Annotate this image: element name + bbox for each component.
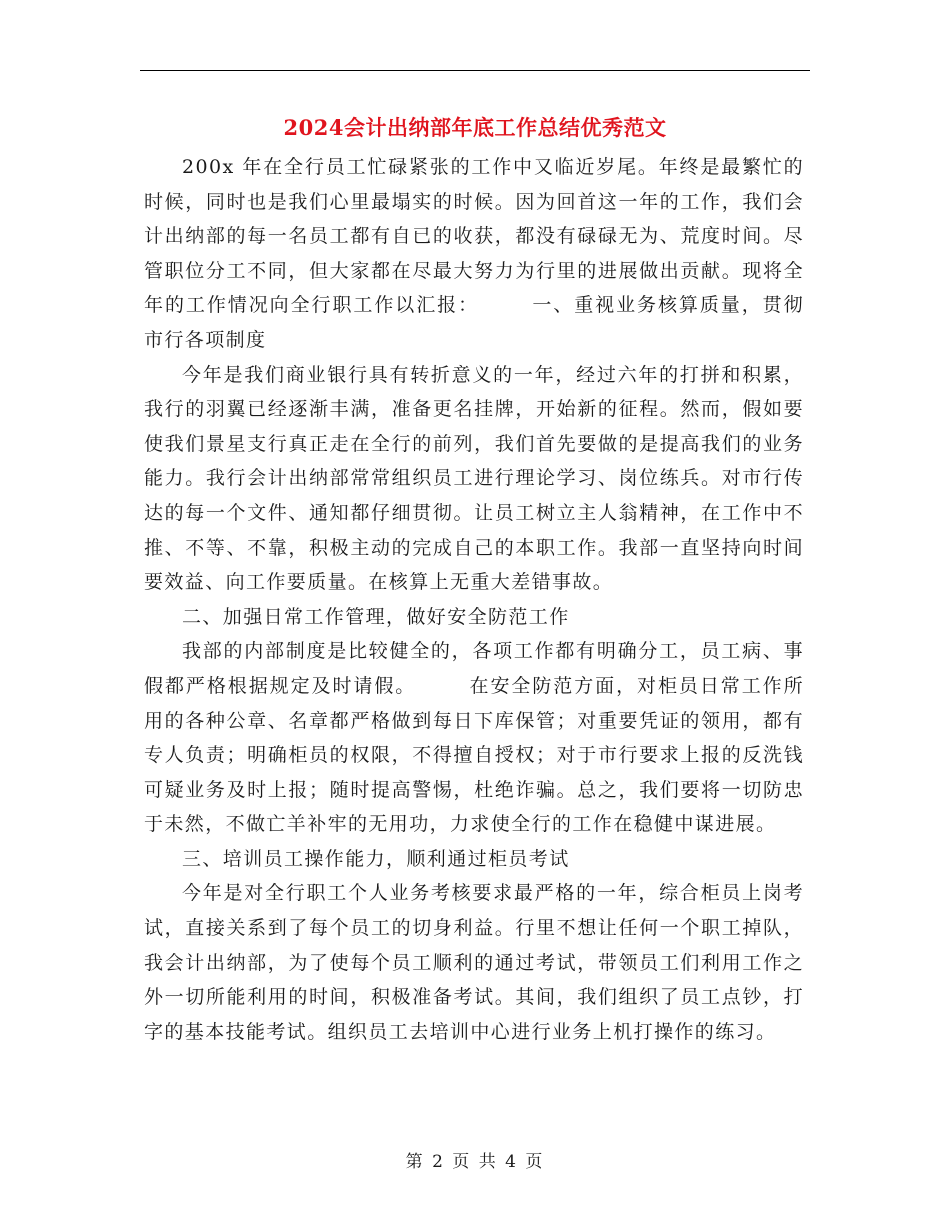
header-rule <box>140 70 810 71</box>
document-body <box>144 150 804 1049</box>
paragraph-intro: 200x 年在全行员工忙碌紧张的工作中又临近岁尾。年终是最繁忙的时候，同时也是我们心里最塌实的时候。因为回首这一年的工作，我们会计出纳部的每一名员工都有自已的收获，都没有碌碌无为、荒度时间。尽管职位分工不同，但大家都在尽最大努力为行里的进展做出贡献。现将全年的工作情况向全行职工作以汇报： 一、重视业务核算质量，贯彻市行各项制度 <box>144 156 804 351</box>
paragraph-section-2: 我部的内部制度是比较健全的，各项工作都有明确分工，员工病、事假都严格根据规定及时请假。 在安全防范方面，对柜员日常工作所用的各种公章、名章都严格做到每日下库保管；对重要凭证的领用，都有专人负责；明确柜员的权限，不得擅自授权；对于市行要求上报的反洗钱可疑业务及时上报；随时提高警惕，杜绝诈骗。总之，我们要将一切防忠于未然，不做亡羊补牢的无用功，力求使全行的工作在稳健中谋进展。 <box>144 640 804 836</box>
paragraph-section-3: 今年是对全行职工个人业务考核要求最严格的一年，综合柜员上岗考试，直接关系到了每个员工的切身利益。行里不想让任何一个职工掉队，我会计出纳部，为了使每个员工顺利的通过考试，带领员工们利用工作之外一切所能利用的时间，积极准备考试。其间，我们组织了员工点钞，打字的基本技能考试。组织员工去培训中心进行业务上机打操作的练习。 <box>144 882 804 1043</box>
paragraph-section-1: 今年是我们商业银行具有转折意义的一年，经过六年的打拼和积累，我行的羽翼已经逐渐丰满，准备更名挂牌，开始新的征程。然而，假如要使我们景星支行真正走在全行的前列，我们首先要做的是提高我们的业务能力。我行会计出纳部常常组织员工进行理论学习、岗位练兵。对市行传达的每一个文件、通知都仔细贯彻。让员工树立主人翁精神，在工作中不推、不等、不靠，积极主动的完成自己的本职工作。我部一直坚持向时间要效益、向工作要质量。在核算上无重大差错事故。 <box>144 363 804 594</box>
heading-section-2: 二、加强日常工作管理，做好安全防范工作 <box>182 605 570 628</box>
document-title: 2024会计出纳部年底工作总结优秀范文 <box>283 115 667 140</box>
heading-section-3: 三、培训员工操作能力，顺利通过柜员考试 <box>182 847 570 870</box>
page-number: 第 2 页 共 4 页 <box>405 1152 545 1172</box>
